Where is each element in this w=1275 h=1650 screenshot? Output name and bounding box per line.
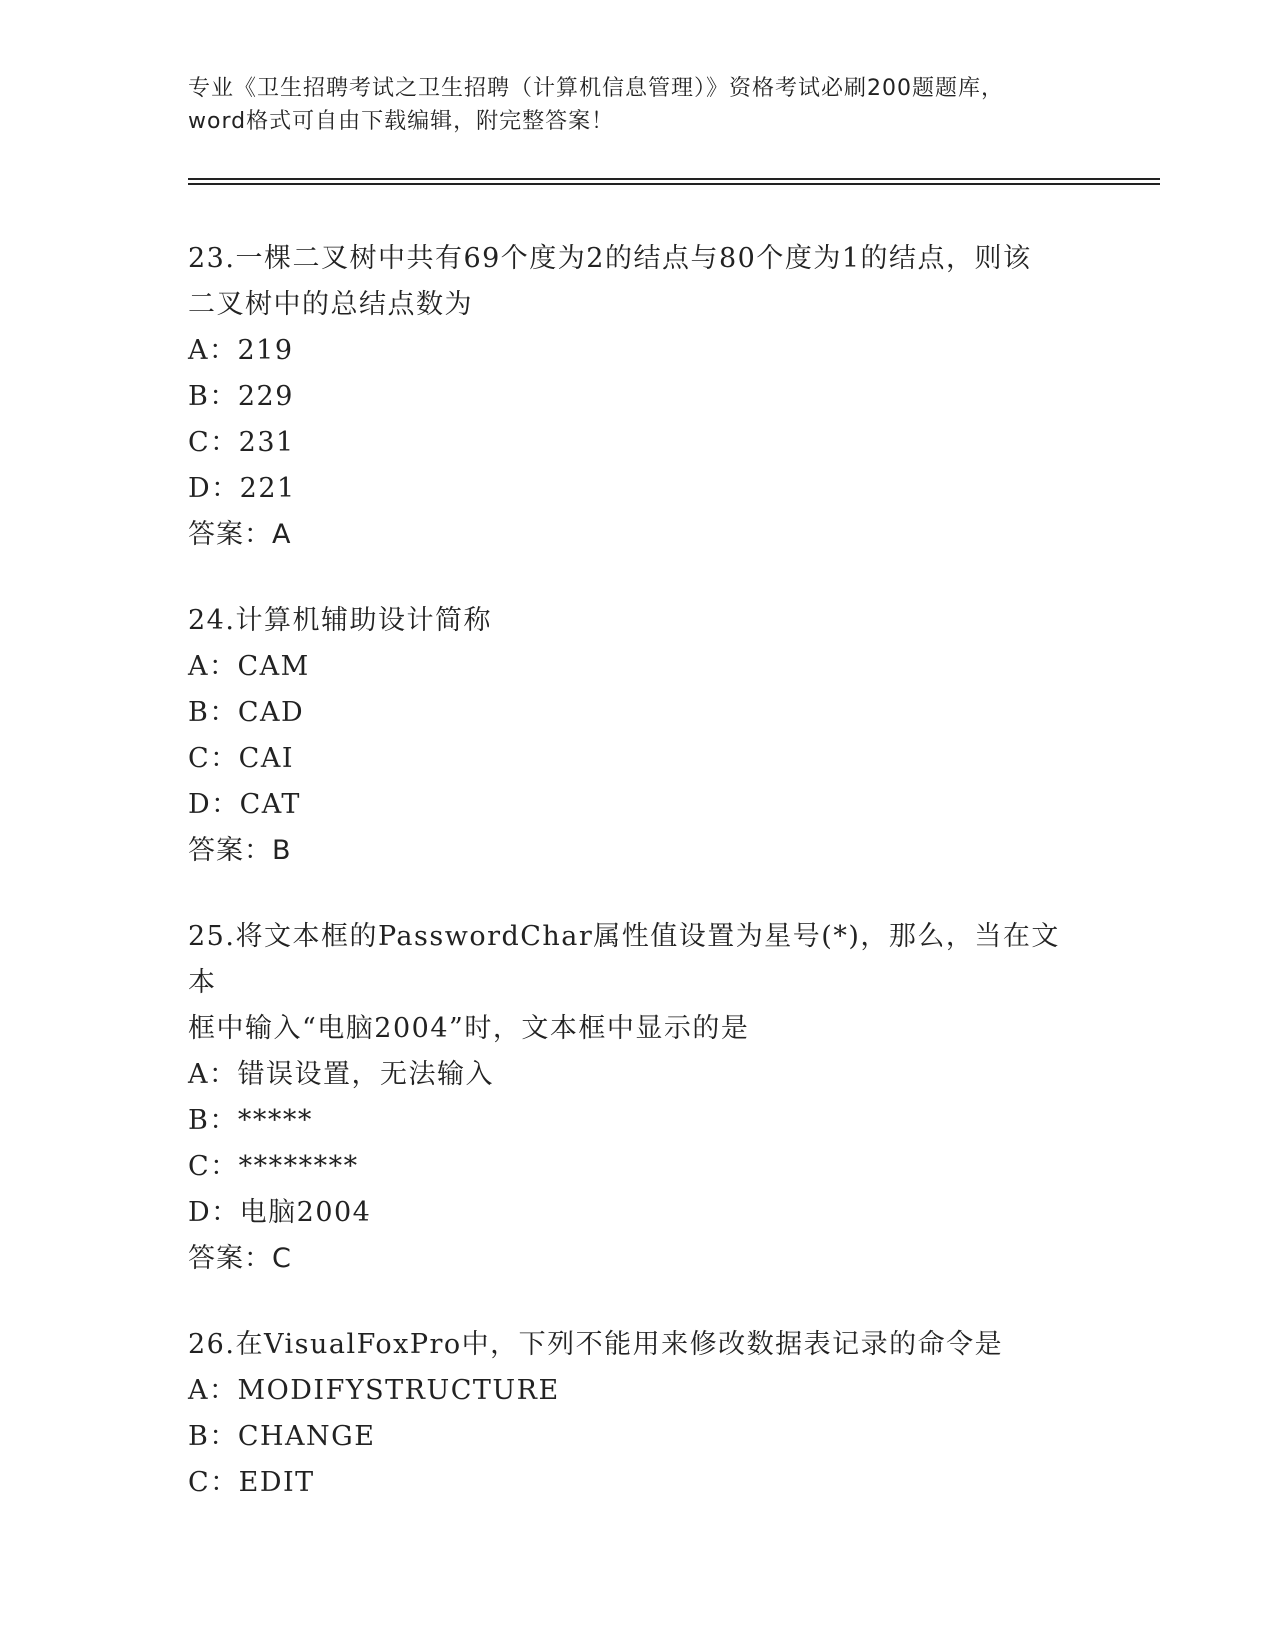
question-23 (188, 236, 1088, 558)
option-b: B：CAD (188, 697, 305, 728)
question-stem-line: 二叉树中的总结点数为 (188, 289, 473, 320)
option-a: A：MODIFYSTRUCTURE (188, 1375, 560, 1406)
header-line-2: word格式可自由下载编辑，附完整答案！ (188, 109, 615, 134)
option-b: B：***** (188, 1105, 313, 1136)
header-line-1: 专业《卫生招聘考试之卫生招聘（计算机信息管理）》资格考试必刷200题题库， (188, 76, 1004, 101)
question-list (188, 236, 1088, 1546)
question-stem-line: 25.将文本框的PasswordChar属性值设置为星号(*)，那么，当在文本 (188, 921, 1060, 998)
option-d: D：221 (188, 473, 296, 504)
option-d: D：电脑2004 (188, 1197, 372, 1228)
document-header (188, 72, 1088, 138)
question-26 (188, 1322, 1088, 1506)
question-24 (188, 598, 1088, 874)
question-stem-line: 23.一棵二叉树中共有69个度为2的结点与80个度为1的结点，则该 (188, 243, 1032, 274)
option-a: A：219 (188, 335, 294, 366)
option-c: C：CAI (188, 743, 294, 774)
option-d: D：CAT (188, 789, 301, 820)
answer-line: 答案：B (188, 835, 292, 866)
option-a: A：CAM (188, 651, 310, 682)
question-stem-line: 框中输入“电脑2004”时，文本框中显示的是 (188, 1013, 750, 1044)
question-stem-line: 24.计算机辅助设计简称 (188, 605, 492, 636)
option-b: B：229 (188, 381, 294, 412)
header-divider-bottom (188, 183, 1160, 185)
option-c: C：EDIT (188, 1467, 315, 1498)
answer-line: 答案：A (188, 519, 292, 550)
question-stem-line: 26.在VisualFoxPro中，下列不能用来修改数据表记录的命令是 (188, 1329, 1004, 1360)
question-25 (188, 914, 1088, 1282)
option-c: C：******** (188, 1151, 359, 1182)
option-b: B：CHANGE (188, 1421, 376, 1452)
option-c: C：231 (188, 427, 295, 458)
answer-line: 答案：C (188, 1243, 292, 1274)
option-a: A：错误设置，无法输入 (188, 1059, 494, 1090)
header-divider-top (188, 178, 1160, 180)
